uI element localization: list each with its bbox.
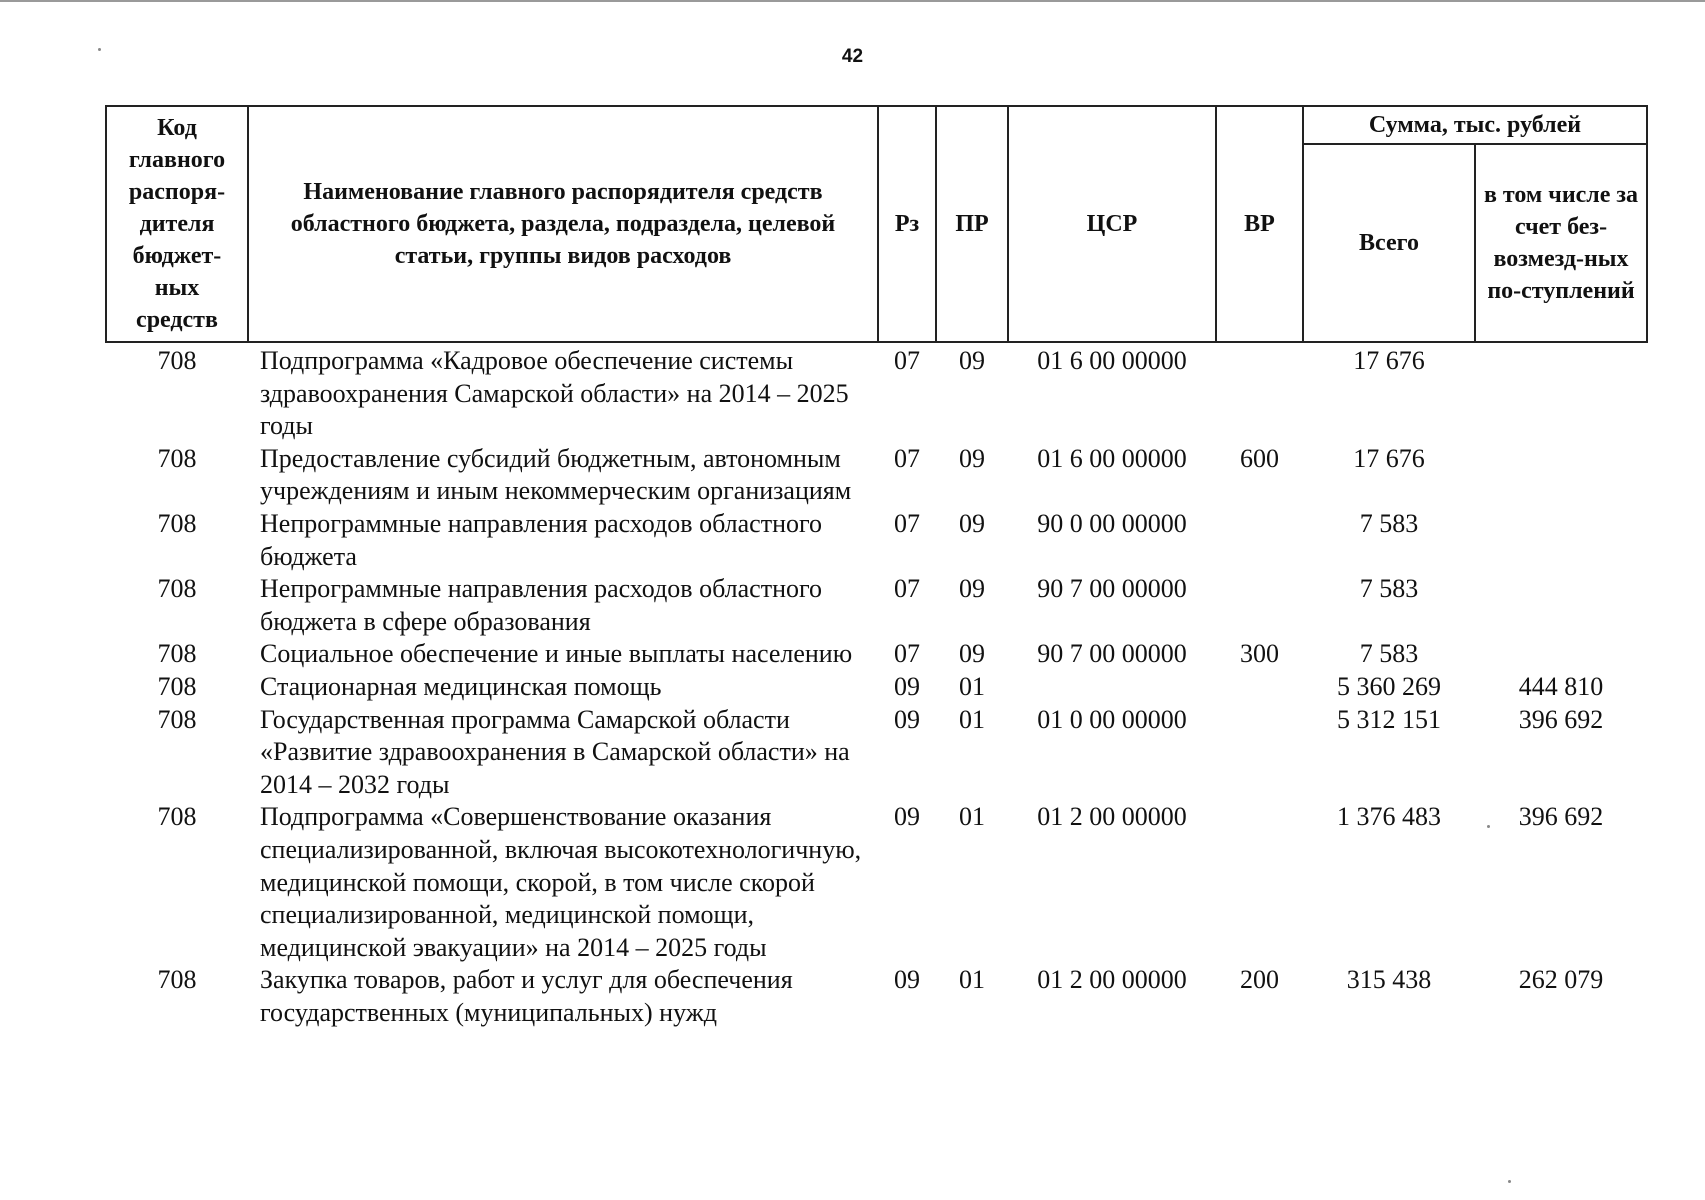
header-code: Код главного распоря-дителя бюджет-ных средств bbox=[106, 106, 248, 342]
header-total: Всего bbox=[1303, 144, 1475, 342]
cell-name: Подпрограмма «Совершенствование оказания специализированной, включая высокотехнологичную, медицинской помощи, скорой, в том числе скорой специализированной, медицинской помощи, медицинской эвакуации» на 2014 – 2025 годы bbox=[260, 802, 862, 962]
cell-total: 5 312 151 bbox=[1337, 704, 1441, 734]
cell-name: Подпрограмма «Кадровое обеспечение системы здравоохранения Самарской области» на 2014 – 2025 годы bbox=[260, 346, 849, 441]
header-vr: ВР bbox=[1216, 106, 1303, 342]
cell-total: 5 360 269 bbox=[1337, 671, 1441, 701]
cell-code: 708 bbox=[157, 346, 197, 375]
cell-vr: 200 bbox=[1240, 965, 1279, 995]
cell-code: 708 bbox=[157, 508, 197, 538]
page-number: 42 bbox=[841, 46, 864, 67]
table-row bbox=[106, 801, 1647, 964]
header-pr: ПР bbox=[936, 106, 1008, 342]
cell-pr: 01 bbox=[959, 671, 985, 701]
cell-rz: 09 bbox=[894, 671, 920, 701]
header-rz: Рз bbox=[878, 106, 936, 342]
cell-rz: 07 bbox=[894, 443, 920, 473]
cell-grants bbox=[1475, 508, 1647, 573]
cell-grants: 396 692 bbox=[1518, 802, 1604, 832]
cell-pr: 09 bbox=[959, 346, 985, 375]
cell-rz: 07 bbox=[894, 508, 920, 538]
header-csr: ЦСР bbox=[1008, 106, 1216, 342]
cell-pr: 01 bbox=[959, 802, 985, 832]
table-row bbox=[106, 671, 1647, 704]
cell-code: 708 bbox=[157, 574, 197, 604]
table-row bbox=[106, 443, 1647, 508]
cell-vr: 600 bbox=[1240, 443, 1279, 473]
cell-code: 708 bbox=[157, 443, 197, 473]
cell-csr: 01 2 00 00000 bbox=[1037, 965, 1187, 995]
cell-rz: 09 bbox=[894, 802, 920, 832]
cell-grants: 396 692 bbox=[1518, 704, 1604, 734]
cell-vr bbox=[1216, 342, 1303, 443]
cell-csr: 90 7 00 00000 bbox=[1037, 574, 1187, 604]
cell-vr bbox=[1216, 508, 1303, 573]
cell-name: Непрограммные направления расходов областного бюджета bbox=[260, 508, 822, 571]
cell-name: Закупка товаров, работ и услуг для обеспечения государственных (муниципальных) нужд bbox=[260, 965, 793, 1027]
cell-code: 708 bbox=[157, 639, 197, 669]
cell-name: Социальное обеспечение и иные выплаты населению bbox=[260, 639, 853, 669]
cell-rz: 07 bbox=[894, 639, 920, 669]
table-row bbox=[106, 704, 1647, 802]
cell-csr: 01 2 00 00000 bbox=[1037, 802, 1187, 832]
table-row bbox=[106, 573, 1647, 638]
cell-csr: 01 6 00 00000 bbox=[1037, 443, 1187, 473]
table-row bbox=[106, 508, 1647, 573]
cell-total: 7 583 bbox=[1359, 639, 1419, 669]
cell-name: Стационарная медицинская помощь bbox=[260, 671, 662, 701]
cell-pr: 09 bbox=[959, 639, 985, 669]
cell-pr: 01 bbox=[959, 965, 985, 995]
scan-speck bbox=[1487, 825, 1490, 828]
cell-pr: 09 bbox=[959, 508, 985, 538]
cell-rz: 07 bbox=[894, 346, 920, 375]
cell-vr bbox=[1216, 671, 1303, 704]
cell-rz: 07 bbox=[894, 574, 920, 604]
cell-total: 7 583 bbox=[1359, 508, 1419, 538]
budget-table bbox=[105, 105, 1648, 1029]
cell-total: 17 676 bbox=[1353, 346, 1425, 375]
cell-grants: 262 079 bbox=[1518, 965, 1604, 995]
cell-code: 708 bbox=[157, 965, 197, 995]
scan-speck bbox=[98, 48, 101, 51]
cell-vr: 300 bbox=[1240, 639, 1279, 669]
table-row bbox=[106, 964, 1647, 1029]
cell-grants bbox=[1475, 638, 1647, 671]
cell-pr: 09 bbox=[959, 443, 985, 473]
cell-name: Непрограммные направления расходов областного бюджета в сфере образования bbox=[260, 574, 822, 636]
header-grants: в том числе за счет без-возмезд-ных по-ступлений bbox=[1475, 144, 1647, 342]
table-row bbox=[106, 638, 1647, 671]
cell-rz: 09 bbox=[894, 965, 920, 995]
cell-csr bbox=[1008, 671, 1216, 704]
cell-total: 1 376 483 bbox=[1337, 802, 1441, 832]
cell-vr bbox=[1216, 704, 1303, 802]
table-row bbox=[106, 342, 1647, 443]
cell-code: 708 bbox=[157, 802, 197, 832]
header-name: Наименование главного распорядителя средств областного бюджета, раздела, подраздела, целевой статьи, группы видов расходов bbox=[248, 106, 878, 342]
cell-vr bbox=[1216, 573, 1303, 638]
cell-code: 708 bbox=[157, 671, 197, 701]
scan-speck bbox=[1508, 1180, 1511, 1183]
cell-total: 17 676 bbox=[1353, 443, 1425, 473]
cell-name: Государственная программа Самарской области «Развитие здравоохранения в Самарской области» на 2014 – 2032 годы bbox=[260, 704, 850, 799]
cell-grants bbox=[1475, 342, 1647, 443]
cell-grants bbox=[1475, 573, 1647, 638]
table-body bbox=[106, 342, 1647, 1029]
cell-grants bbox=[1475, 443, 1647, 508]
header-sum-group: Сумма, тыс. рублей bbox=[1303, 106, 1647, 144]
cell-vr bbox=[1216, 801, 1303, 964]
cell-name: Предоставление субсидий бюджетным, автономным учреждениям и иным некоммерческим организациям bbox=[260, 443, 852, 506]
cell-rz: 09 bbox=[894, 704, 920, 734]
cell-csr: 01 6 00 00000 bbox=[1037, 346, 1187, 375]
cell-csr: 01 0 00 00000 bbox=[1037, 704, 1187, 734]
cell-csr: 90 7 00 00000 bbox=[1037, 639, 1187, 669]
cell-total: 7 583 bbox=[1359, 574, 1419, 604]
cell-pr: 01 bbox=[959, 704, 985, 734]
cell-csr: 90 0 00 00000 bbox=[1037, 508, 1187, 538]
cell-code: 708 bbox=[157, 704, 197, 734]
cell-total: 315 438 bbox=[1346, 965, 1432, 995]
table-header bbox=[106, 106, 1647, 342]
top-edge-rule bbox=[0, 0, 1705, 2]
cell-pr: 09 bbox=[959, 574, 985, 604]
cell-grants: 444 810 bbox=[1518, 671, 1604, 701]
